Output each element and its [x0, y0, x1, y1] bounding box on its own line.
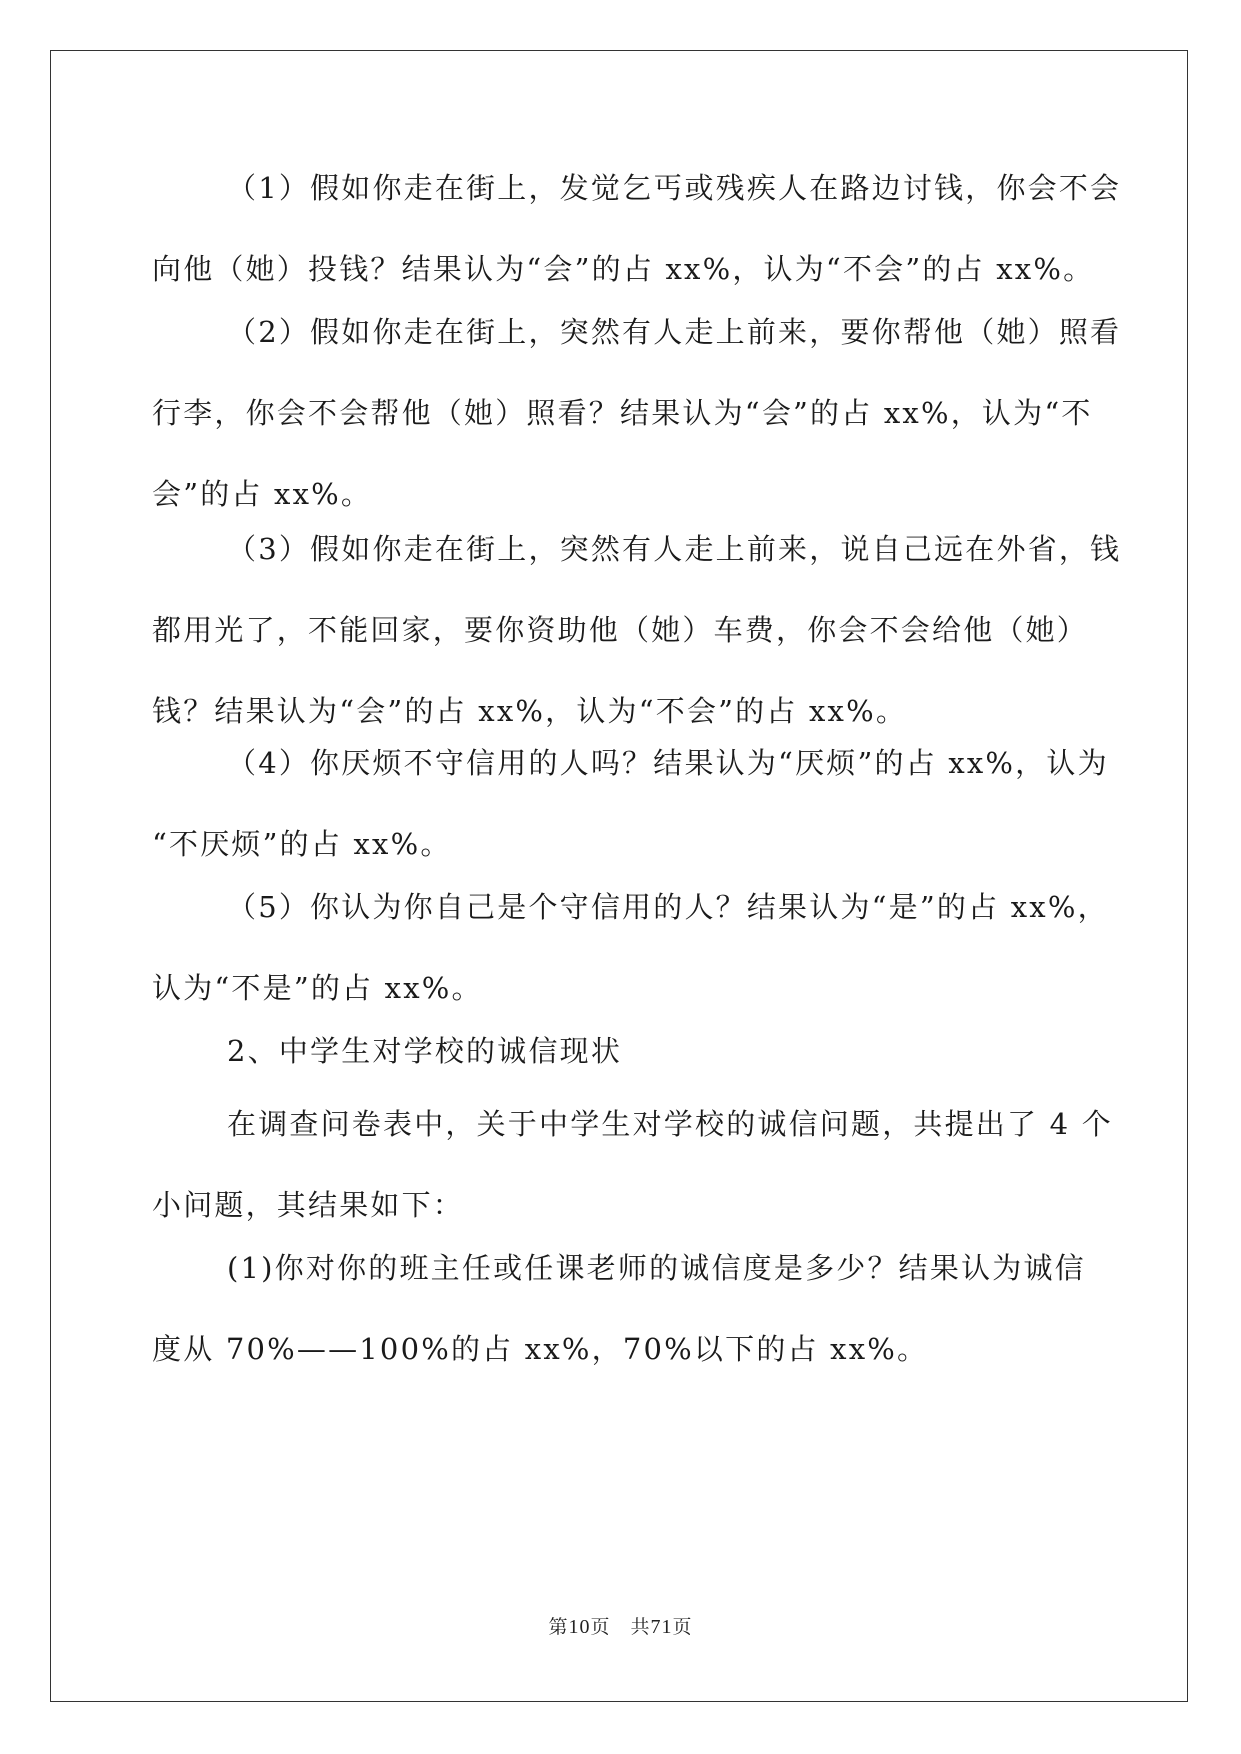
paragraph-q4: （4）你厌烦不守信用的人吗？结果认为“厌烦”的占 xx%，认为 “不厌烦”的占 xx%。: [152, 746, 1109, 861]
paragraph-school-q1: (1)你对你的班主任或任课老师的诚信度是多少？结果认为诚信 度从 70%——100%的占 xx%，70%以下的占 xx%。: [152, 1251, 1086, 1366]
page-footer: 第10页 共71页: [548, 1616, 693, 1638]
section-heading: 2、中学生对学校的诚信现状: [227, 1034, 623, 1068]
total-page-number: 71: [650, 1616, 673, 1638]
paragraph-q5: （5）你认为你自己是个守信用的人？结果认为“是”的占 xx%， 认为“不是”的占 xx%。: [152, 890, 1109, 1005]
paragraph-q2: （2）假如你走在街上，突然有人走上前来，要你帮他（她）照看 行李，你会不会帮他（她）照看？结果认为“会”的占 xx%，认为“不 会”的占 xx%。: [152, 315, 1122, 511]
paragraph-survey-intro: 在调查问卷表中，关于中学生对学校的诚信问题，共提出了 4 个 小问题，其结果如下：: [152, 1107, 1113, 1222]
paragraph-q3: （3）假如你走在街上，突然有人走上前来，说自己远在外省，钱 都用光了，不能回家，要你资助他（她）车费，你会不会给他（她） 钱？结果认为“会”的占 xx%，认为“不会”的占 xx%。: [152, 532, 1122, 728]
current-page-number: 10: [568, 1616, 591, 1638]
paragraph-q1: （1）假如你走在街上，发觉乞丐或残疾人在路边讨钱，你会不会 向他（她）投钱？结果认为“会”的占 xx%，认为“不会”的占 xx%。: [152, 171, 1122, 286]
